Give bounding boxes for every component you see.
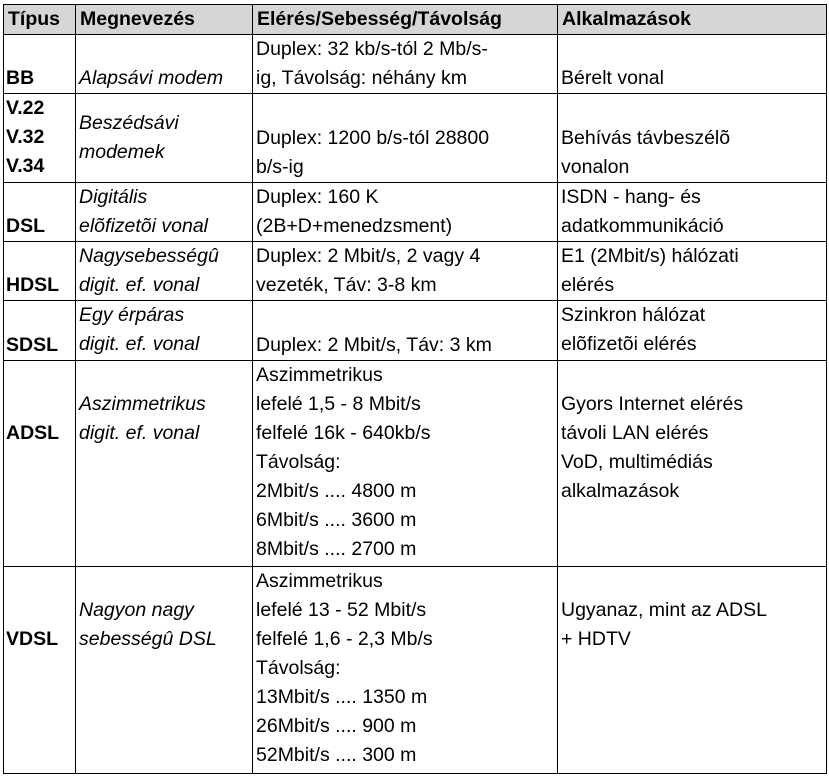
access-cell [253,360,558,566]
access-line: Duplex: 32 kb/s-tól 2 Mb/s- [256,38,488,60]
name-line: digit. ef. vonal [79,274,200,297]
applications-line: elérés [561,274,615,297]
name-line: Egy érpáras [79,304,185,327]
dsl-comparison-table [3,4,827,774]
applications-line: vonalon [561,155,630,178]
name-line: Nagysebességû [79,245,219,268]
name-cell [76,301,253,360]
table-row [4,360,827,566]
type-line: SDSL [6,333,59,356]
type-line: BB [6,67,35,90]
applications-cell [558,360,827,566]
applications-cell [558,242,827,301]
table-row [4,566,827,773]
access-line: lefelé 1,5 - 8 Mbit/s [256,392,421,415]
header-type: Típus [4,5,76,35]
access-cell [253,242,558,301]
access-line: lefelé 13 - 52 Mbit/s [256,598,427,621]
access-line: 26Mbit/s .... 900 m [256,714,417,737]
access-cell [253,35,558,94]
applications-line: E1 (2Mbit/s) hálózati [561,245,739,268]
type-line: V.32 [6,126,45,149]
table-row [4,242,827,301]
access-cell [253,566,558,773]
applications-line: alkalmazások [561,479,680,502]
name-cell [76,242,253,301]
name-cell [76,94,253,182]
name-line: sebességû DSL [79,627,217,650]
name-line: elõfizetõi vonal [79,214,208,237]
name-cell [76,360,253,566]
type-cell [4,94,76,182]
type-cell [4,360,76,566]
applications-line: ISDN - hang- és [561,185,701,208]
table-row [4,301,827,360]
access-line: (2B+D+menedzsment) [256,214,453,237]
type-line: HDSL [6,274,60,297]
type-cell [4,566,76,773]
type-cell [4,182,76,241]
type-line: DSL [6,215,45,238]
name-line: digit. ef. vonal [79,333,200,356]
type-line: VDSL [6,627,59,650]
type-line: V.22 [6,97,45,120]
type-cell [4,35,76,94]
applications-cell [558,182,827,241]
access-line: ig, Távolság: néhány km [256,67,468,89]
access-cell [253,182,558,241]
name-cell [76,182,253,241]
applications-cell [558,94,827,182]
access-line: Távolság: [256,450,341,473]
applications-line: távoli LAN elérés [561,421,709,444]
applications-line: Ugyanaz, mint az ADSL [561,598,767,621]
applications-cell [558,301,827,360]
name-line: Digitális [79,185,148,208]
type-cell [4,301,76,360]
access-line: Duplex: 160 K [256,185,379,208]
header-row [4,5,827,35]
name-cell [76,566,253,773]
access-cell [253,301,558,360]
type-cell [4,242,76,301]
table-row [4,35,827,94]
applications-line: adatkommunikáció [561,214,724,237]
applications-line: VoD, multimédiás [561,450,713,473]
table-row [4,94,827,182]
name-line: digit. ef. vonal [79,421,200,444]
access-line: Távolság: [256,656,341,679]
access-line: Duplex: 2 Mbit/s, 2 vagy 4 [256,245,481,268]
applications-cell [558,566,827,773]
name-line: Alapsávi modem [79,67,224,90]
header-name: Megnevezés [76,5,253,35]
applications-line: Bérelt vonal [561,67,664,90]
access-cell [253,94,558,182]
access-line: Aszimmetrikus [256,363,383,386]
applications-line: elõfizetõi elérés [561,333,697,356]
name-line: Beszédsávi [79,112,179,135]
applications-cell [558,35,827,94]
header-access: Elérés/Sebesség/Távolság [253,5,558,35]
access-line: felfelé 16k - 640kb/s [256,421,431,444]
name-line: Nagyon nagy [79,598,194,621]
access-line: 52Mbit/s .... 300 m [256,743,417,766]
access-line: 8Mbit/s .... 2700 m [256,537,417,560]
applications-line: Gyors Internet elérés [561,392,744,415]
name-cell [76,35,253,94]
applications-line: Behívás távbeszélõ [561,126,731,149]
access-line: Duplex: 2 Mbit/s, Táv: 3 km [256,333,492,356]
access-line: Aszimmetrikus [256,569,383,592]
access-line: 2Mbit/s .... 4800 m [256,479,417,502]
access-line: 6Mbit/s .... 3600 m [256,508,417,531]
header-applications: Alkalmazások [558,5,827,35]
table-row [4,182,827,241]
access-line: vezeték, Táv: 3-8 km [256,274,437,297]
applications-line: Szinkron hálózat [561,304,706,327]
name-line: Aszimmetrikus [79,392,206,415]
name-line: modemek [79,141,165,164]
applications-line: + HDTV [561,627,631,650]
access-line: Duplex: 1200 b/s-tól 28800 [256,126,490,149]
type-line: ADSL [6,421,60,444]
type-line: V.34 [6,155,45,178]
access-line: 13Mbit/s .... 1350 m [256,685,428,708]
access-line: b/s-ig [256,155,304,178]
access-line: felfelé 1,6 - 2,3 Mb/s [256,627,433,650]
